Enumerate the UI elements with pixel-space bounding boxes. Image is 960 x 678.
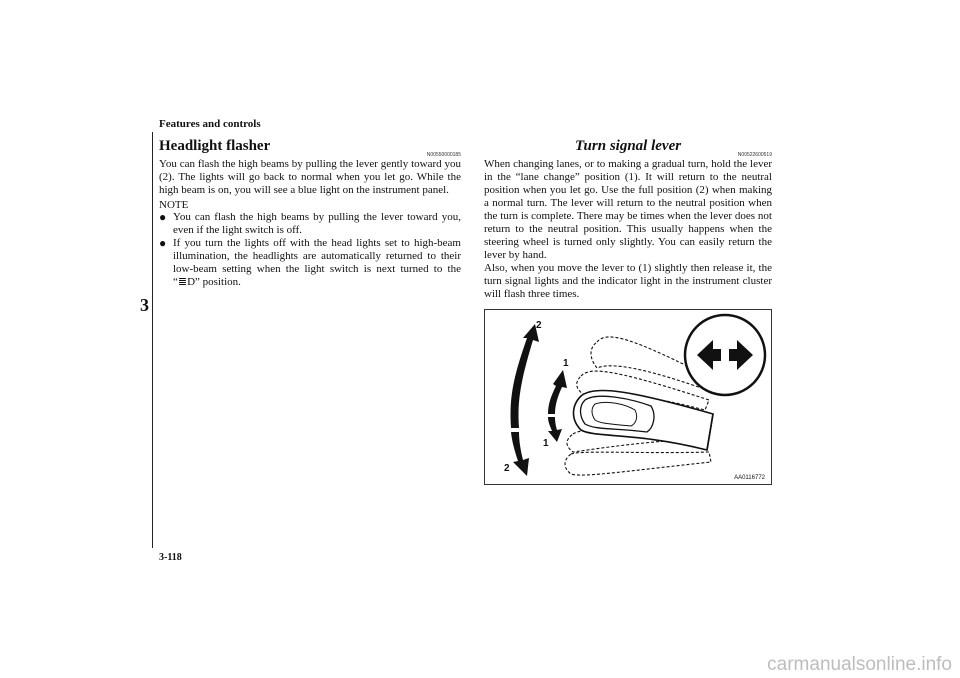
arrow-lane-up-icon [548, 370, 567, 414]
arrow-full-down-icon [511, 432, 529, 476]
headlight-flasher-paragraph: You can flash the high beams by pulling the lever gently toward you (2). The lights will go back to normal when you let go. While the high beam is on, you will see a blue light on the instrument panel. [159, 158, 461, 196]
note-item [159, 237, 461, 289]
note-text: If you turn the lights off with the head lights set to high-beam illumination, the headlights are automatically returned to their low-beam setting when the light switch is next turned to the “≣D” position. [173, 237, 461, 288]
label-lower-full: 2 [504, 463, 510, 474]
turn-signal-lever [574, 390, 714, 450]
turn-signal-diagram [485, 310, 771, 484]
section-code: N00522600519 [737, 152, 772, 158]
label-upper-lane: 1 [563, 358, 569, 369]
label-lower-lane: 1 [543, 438, 549, 449]
lever-lower-full-outline [565, 452, 711, 475]
note-item [159, 211, 461, 237]
headlight-flasher-title: Headlight flasher [159, 138, 271, 154]
left-column [159, 138, 461, 289]
chapter-number: 3 [140, 295, 149, 315]
page-number: 3-118 [159, 552, 182, 563]
right-column [484, 138, 772, 301]
turn-signal-figure [484, 309, 772, 485]
turn-signal-paragraph-2: Also, when you move the lever to (1) slightly then release it, the turn signal lights and the indicator light in the instrument cluster will flash three times. [484, 262, 772, 300]
note-text: You can flash the high beams by pulling the lever toward you, even if the light switch is off. [173, 211, 461, 236]
bullet-icon: ● [159, 210, 167, 224]
chapter-divider [152, 132, 153, 548]
bullet-icon: ● [159, 236, 167, 250]
arrow-full-up-icon [511, 324, 539, 428]
figure-id: AA0116772 [734, 475, 765, 481]
section-code: N00550000185 [426, 152, 461, 158]
turn-signal-paragraph: When changing lanes, or to making a gradual turn, hold the lever in the “lane change” position (1). It will return to the neutral position when you let go. Use the full position (2) when making a normal turn. The lever will return to the neutral position when the turn is complete. There may be times when the lever does not return to the neutral position. This usually happens when the steering wheel is turned only slightly. You can easily return the lever by hand. [484, 158, 772, 261]
turn-signal-lever-title: Turn signal lever [574, 138, 682, 154]
section-header: Features and controls [159, 118, 261, 130]
label-upper-full: 2 [536, 320, 542, 331]
arrow-lane-down-icon [548, 417, 562, 442]
movement-arrows [511, 324, 567, 476]
watermark: carmanualsonline.info [767, 654, 952, 675]
note-title: NOTE [159, 199, 189, 211]
turn-signal-arrows-icon [685, 315, 765, 395]
